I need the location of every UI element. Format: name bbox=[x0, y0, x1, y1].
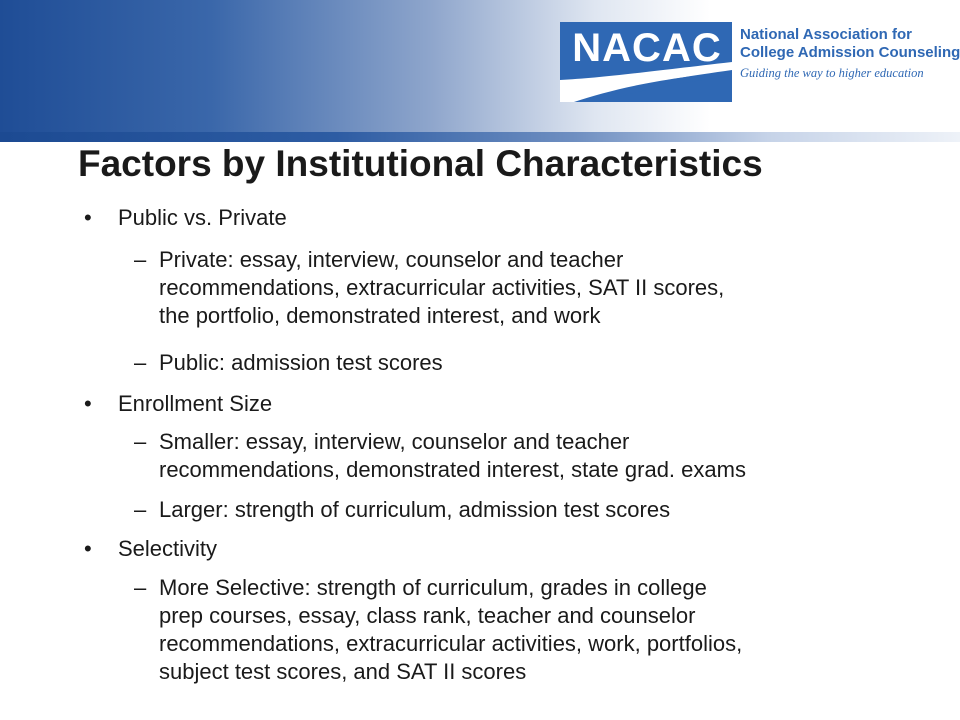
sub-item-line: Public: admission test scores bbox=[159, 350, 443, 375]
logo-wordmark: NACAC bbox=[572, 26, 722, 70]
organization-tagline: Guiding the way to higher education bbox=[740, 66, 924, 80]
sub-item-line: recommendations, demonstrated interest, state grad. exams bbox=[159, 457, 746, 482]
sub-item-line: recommendations, extracurricular activities, SAT II scores, bbox=[159, 275, 725, 300]
org-name-line-1: National Association for bbox=[740, 26, 912, 43]
section-selectivity: Selectivity bbox=[118, 536, 218, 561]
sub-item-line: Private: essay, interview, counselor and teacher bbox=[159, 247, 624, 272]
slide-title: Factors by Institutional Characteristics bbox=[78, 143, 763, 184]
dash-marker: – bbox=[134, 247, 147, 272]
sub-item-line: the portfolio, demonstrated interest, and work bbox=[159, 303, 601, 328]
sub-item-line: prep courses, essay, class rank, teacher and counselor bbox=[159, 603, 696, 628]
sub-item-private bbox=[159, 246, 919, 330]
sub-item-line: recommendations, extracurricular activities, work, portfolios, bbox=[159, 631, 743, 656]
nacac-logo bbox=[560, 22, 732, 102]
header-divider bbox=[0, 132, 960, 142]
dash-marker: – bbox=[134, 575, 147, 600]
sub-item-larger bbox=[159, 496, 919, 524]
section-enrollment-size: Enrollment Size bbox=[118, 391, 273, 416]
dash-marker: – bbox=[134, 497, 147, 522]
sub-item-line: Smaller: essay, interview, counselor and teacher bbox=[159, 429, 630, 454]
section-public-vs-private: Public vs. Private bbox=[118, 205, 287, 230]
dash-marker: – bbox=[134, 429, 147, 454]
sub-item-line: Larger: strength of curriculum, admission test scores bbox=[159, 497, 671, 522]
sub-item-line: More Selective: strength of curriculum, grades in college bbox=[159, 575, 707, 600]
sub-item-public bbox=[159, 349, 919, 377]
bullet-marker: • bbox=[84, 536, 92, 561]
sub-item-line: subject test scores, and SAT II scores bbox=[159, 659, 527, 684]
dash-marker: – bbox=[134, 350, 147, 375]
org-name-line-2: College Admission Counseling bbox=[740, 44, 960, 61]
sub-item-more-selective bbox=[159, 574, 919, 686]
bullet-marker: • bbox=[84, 391, 92, 416]
bullet-marker: • bbox=[84, 205, 92, 230]
sub-item-smaller bbox=[159, 428, 919, 484]
organization-name bbox=[740, 26, 960, 62]
